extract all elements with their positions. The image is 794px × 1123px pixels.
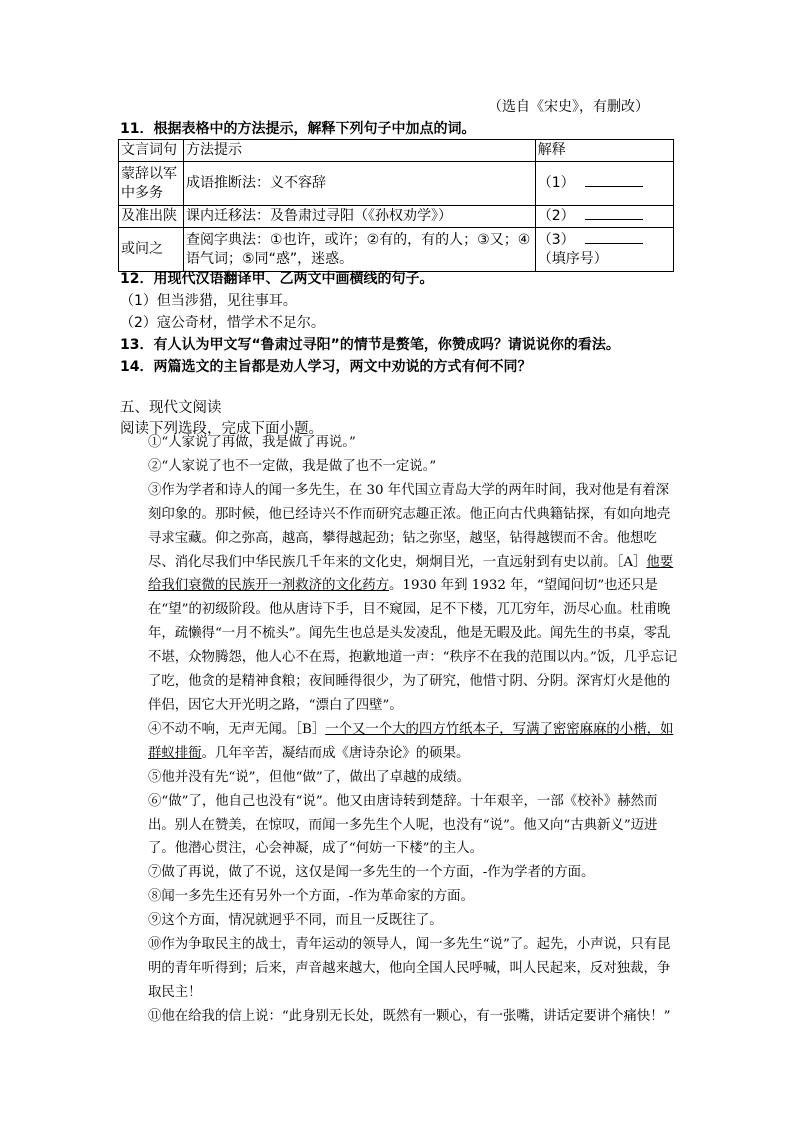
question-12: 12．用现代汉语翻译甲、乙两文中画横线的句子。 xyxy=(120,271,434,287)
answer-cell xyxy=(535,162,673,206)
paragraph-6: ⑥“做”了，他自己也没有“说”。他又由唐诗转到楚辞。十年艰辛，一部《校补》赫然而出。别人在赞美，在惊叹，而闻一多先生个人呢，也没有“说”。他又向“古典新义”迈进了。他潜心贯注，心会神凝，成了“何妨一下楼”的主人。 xyxy=(148,793,658,857)
section-heading: 五、现代文阅读 xyxy=(120,400,222,416)
source-note: （选自《宋史》，有删改） xyxy=(488,99,649,115)
question-13: 13．有人认为甲文写“鲁肃过寻阳”的情节是赘笔，你赞成吗？请说说你的看法。 xyxy=(120,337,620,353)
table-row xyxy=(119,162,674,206)
answer-cell xyxy=(535,206,673,228)
underlined-sentence-a: 他要给我们衰微的民族开一剂救济的文化药方 xyxy=(148,554,674,594)
answer-blank[interactable] xyxy=(585,174,643,187)
paragraph-3 xyxy=(120,479,680,718)
passage xyxy=(120,431,680,1029)
paragraph-3-text-a: ③作为学者和诗人的闻一多先生，在 30 年代国立青岛大学的两年时间，我对他是有着深刻印象的。那时候，他已经诗兴不作而研究志趣正浓。他正向古代典籍钻探，有如向地壳寻求宝藏。仰之弥高，越高，攀得越起劲；钻之弥坚，越坚，钻得越锲而不舍。他想吃尽、消化尽我们中华民族几千年来的文化史，炯炯目光，一直远射到有史以前。［A］ xyxy=(148,482,671,570)
question-12-item-2: （2）寇公奇材，惜学术不足尔。 xyxy=(120,315,325,331)
paragraph-7: ⑦做了再说，做了不说，这仅是闻一多先生的一个方面，-作为学者的方面。 xyxy=(148,865,595,881)
paragraph-8: ⑧闻一多先生还有另外一个方面，-作为革命家的方面。 xyxy=(148,889,474,905)
answer-blank[interactable] xyxy=(585,231,643,244)
question-14: 14．两篇选文的主旨都是劝人学习，两文中劝说的方式有何不同？ xyxy=(120,359,532,375)
hint-cell: 查阅字典法：①也许，或许；②有的，有的人；③又；④语气词；⑤同“惑”，迷惑。 xyxy=(184,228,536,272)
paragraph-4-text-a: ④不动不响，无声无闻。［B］ xyxy=(148,721,326,737)
phrase-cell: 及准出陕 xyxy=(119,206,184,228)
phrase-cell: 蒙辞以军中多务 xyxy=(119,162,184,206)
table-row xyxy=(119,228,674,272)
paragraph-3-text-b: 。1930 年到 1932 年，“望闻问切”也还只是在“望”的初级阶段。他从唐诗下手，目不窥园，足不下楼，兀兀穷年，沥尽心血。杜甫晚年，疏懒得“一月不梳头”。闻先生也总是头发凌乱，他是无暇及此。闻先生的书桌，零乱不堪，众物腾怨，他人心不在焉，抱歉地道一声：“秩序不在我的范围以内。”饭，几乎忘记了吃，他贪的是精神食粮；夜间睡得很少，为了研究，他惜寸阴、分阴。深宵灯火是他的伴侣，因它大开光明之路，“漂白了四壁”。 xyxy=(148,578,678,713)
paragraph-11: ⑪他在给我的信上说：“此身别无长处，既然有一颗心，有一张嘴，讲话定要讲个痛快！” xyxy=(148,1008,671,1024)
hint-cell: 课内迁移法：及鲁肃过寻阳（《孙权劝学》） xyxy=(184,206,536,228)
table-header-cell: 解释 xyxy=(535,140,673,162)
paragraph-2: ②“人家说了也不一定做，我是做了也不一定说。” xyxy=(148,458,437,474)
hint-cell: 成语推断法：义不容辞 xyxy=(184,162,536,206)
phrase-cell: 或问之 xyxy=(119,228,184,272)
table-header-cell: 文言词句 xyxy=(119,140,184,162)
answer-label: （1） xyxy=(537,175,575,191)
question-12-item-1: （1）但当涉猎，见往事耳。 xyxy=(120,293,297,309)
paragraph-4 xyxy=(120,718,680,766)
answer-note: （填序号） xyxy=(537,250,608,267)
table-row xyxy=(119,206,674,228)
paragraph-9: ⑨这个方面，情况就迥乎不同，而且一反既往了。 xyxy=(148,913,443,929)
answer-cell xyxy=(535,228,673,272)
paragraph-5: ⑤他并没有先“说”，但他“做”了，做出了卓越的成绩。 xyxy=(148,769,470,785)
question-11: 11．根据表格中的方法提示，解释下列句子中加点的词。 xyxy=(120,121,476,137)
answer-label: （3） xyxy=(537,231,575,248)
method-table xyxy=(118,139,674,272)
reading-intro: 阅读下列选段，完成下面小题。 xyxy=(120,421,323,437)
paragraph-1: ①“人家说了再做，我是做了再说。” xyxy=(148,435,356,450)
paragraph-4-text-b: 。几年辛苦，凝结而成《唐诗杂论》的硕果。 xyxy=(201,745,470,761)
table-header-row xyxy=(119,140,674,162)
answer-label: （2） xyxy=(537,208,575,224)
answer-blank[interactable] xyxy=(585,207,643,220)
underlined-sentence-b: 一个又一个大的四方竹纸本子，写满了密密麻麻的小楷，如群蚁排衙 xyxy=(148,721,674,761)
table-header-cell: 方法提示 xyxy=(184,140,536,162)
paragraph-10: ⑩作为争取民主的战士，青年运动的领导人，闻一多先生“说”了。起先，小声说，只有昆明的青年听得到；后来，声音越来越大，他向全国人民呼喊，叫人民起来，反对独裁，争取民主！ xyxy=(148,937,671,1000)
